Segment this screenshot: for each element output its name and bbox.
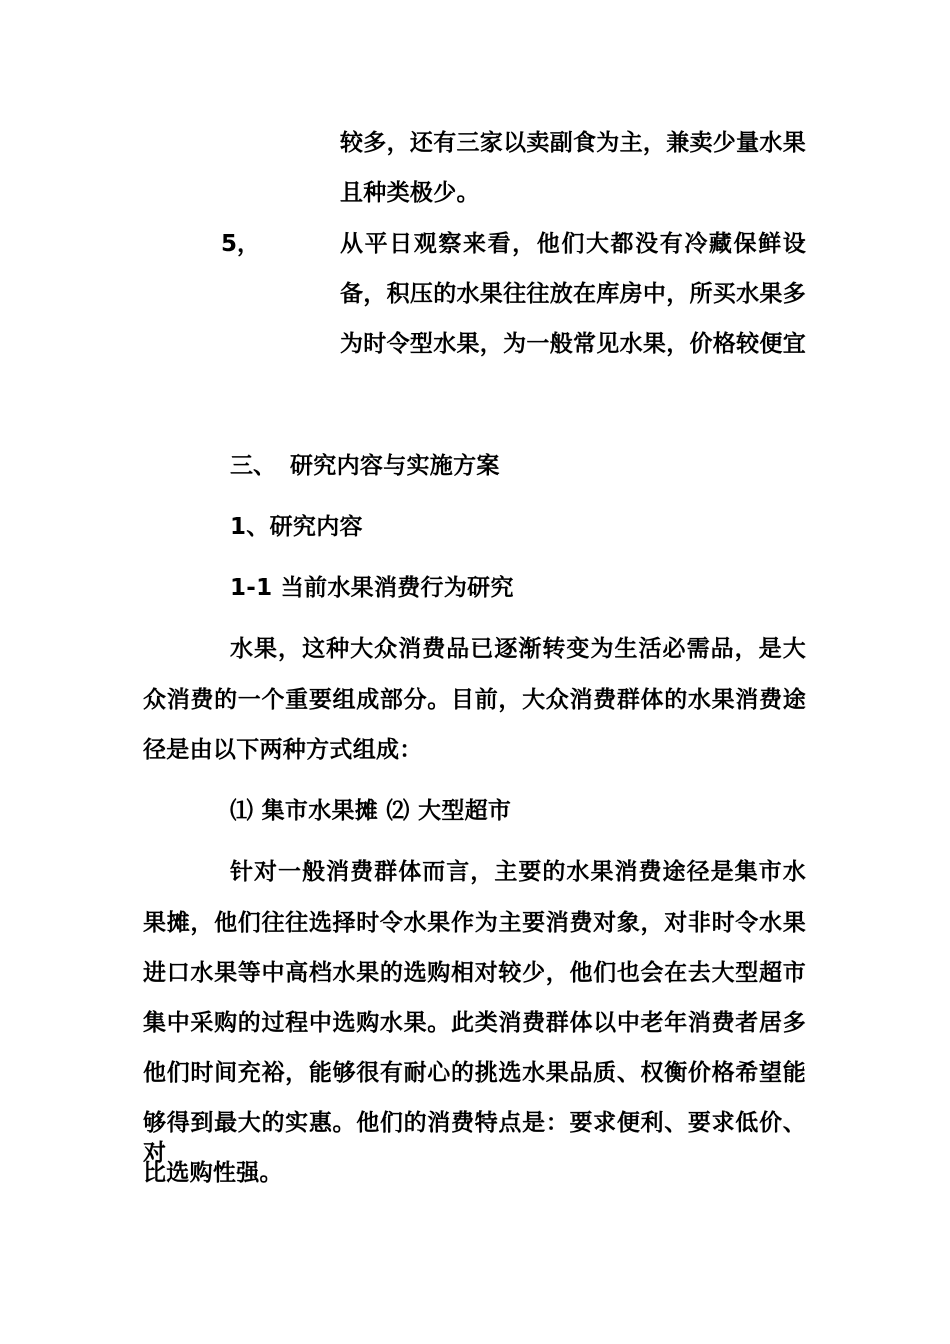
section-3-title: 研究内容与实施方案 <box>290 453 500 479</box>
list-item-5-number: 5， <box>221 231 261 257</box>
paragraph-2-line-5: 他们时间充裕，能够很有耐心的挑选水果品质、权衡价格希望能 <box>143 1060 806 1086</box>
list-continuation-line-2: 且种类极少。 <box>340 180 480 206</box>
paragraph-1-line-2: 众消费的一个重要组成部分。目前，大众消费群体的水果消费途 <box>143 687 806 713</box>
subsection-1-1-title: 1-1 当前水果消费行为研究 <box>230 575 514 601</box>
paragraph-1-line-1: 水果，这种大众消费品已逐渐转变为生活必需品，是大 <box>230 636 806 662</box>
paragraph-2-line-7: 比选购性强。 <box>143 1160 283 1186</box>
paragraph-2-line-3: 进口水果等中高档水果的选购相对较少，他们也会在去大型超市 <box>143 960 806 986</box>
paragraph-2-line-1: 针对一般消费群体而言，主要的水果消费途径是集市水 <box>230 859 806 885</box>
paragraph-2-line-2: 果摊，他们往往选择时令水果作为主要消费对象，对非时令水果 <box>143 910 806 936</box>
list-item-5-line-3: 为时令型水果，为一般常见水果，价格较便宜 <box>340 331 806 357</box>
paragraph-1-line-3: 径是由以下两种方式组成： <box>143 737 423 763</box>
list-continuation-line-1: 较多，还有三家以卖副食为主，兼卖少量水果 <box>340 130 806 156</box>
section-3-marker: 三、 <box>230 453 276 479</box>
paragraph-2-line-4: 集中采购的过程中选购水果。此类消费群体以中老年消费者居多 <box>143 1010 806 1036</box>
list-item-5-line-1: 从平日观察来看，他们大都没有冷藏保鲜设 <box>340 231 806 257</box>
paragraph-2-line-6: 够得到最大的实惠。他们的消费特点是：要求便利、要求低价、对 <box>143 1110 806 1166</box>
subsection-1-title: 1、研究内容 <box>230 514 363 540</box>
list-item-5-line-2: 备，积压的水果往往放在库房中，所买水果多 <box>340 281 806 307</box>
consumption-channels: ⑴ 集市水果摊 ⑵ 大型超市 <box>230 798 512 824</box>
